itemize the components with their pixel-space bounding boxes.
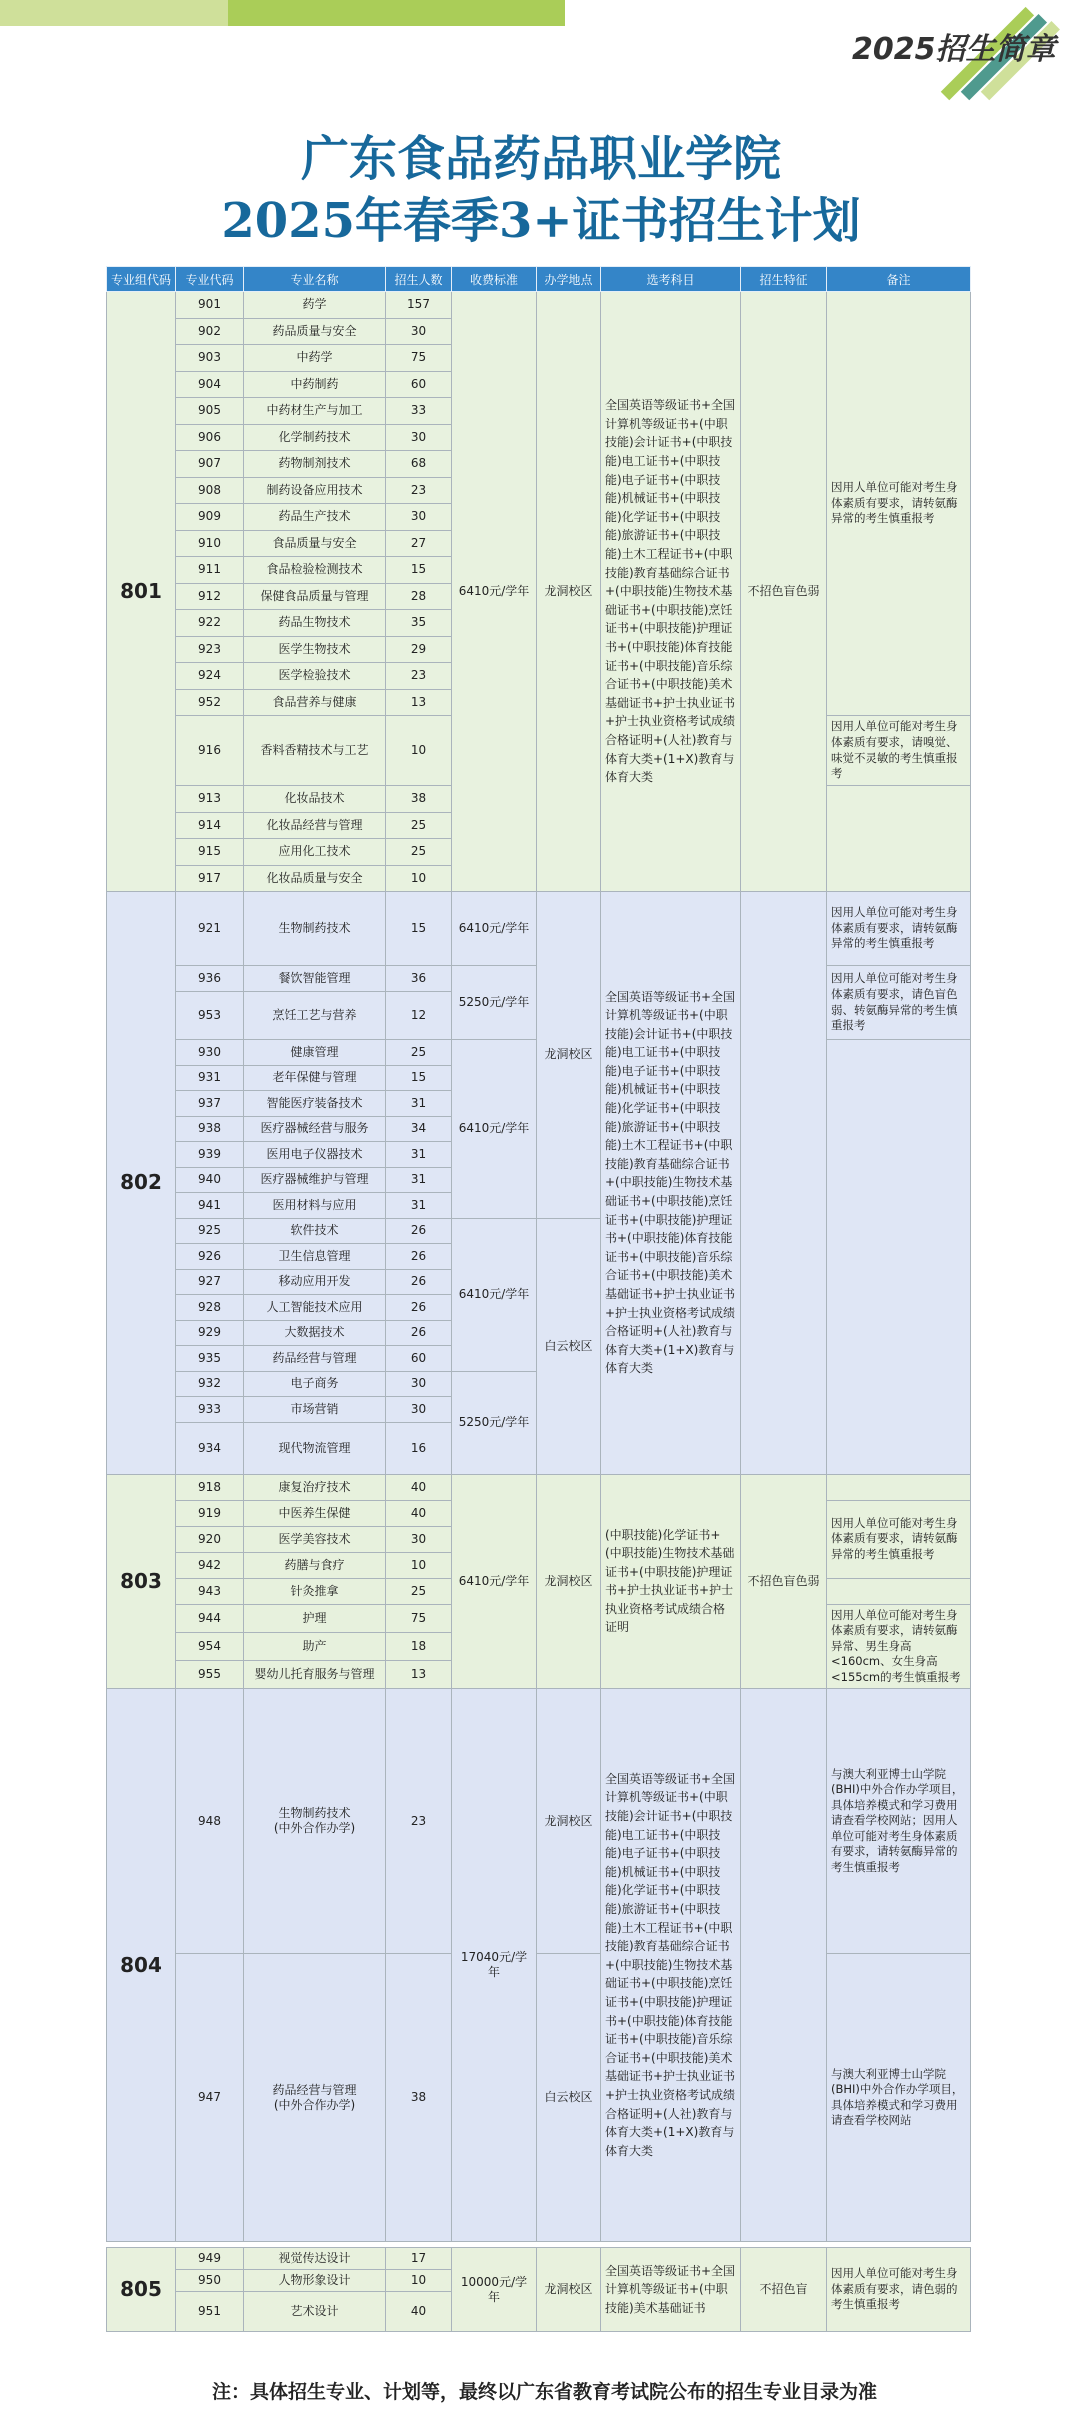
enroll-count: 30 xyxy=(386,424,452,451)
enroll-count: 12 xyxy=(386,992,452,1040)
major-name: 生物制药技术 xyxy=(244,892,386,966)
major-code: 934 xyxy=(176,1422,244,1474)
major-code: 922 xyxy=(176,610,244,637)
major-name: 现代物流管理 xyxy=(244,1422,386,1474)
major-name: 卫生信息管理 xyxy=(244,1244,386,1270)
major-name-line: (中外合作办学) xyxy=(273,2097,356,2112)
group-code: 803 xyxy=(107,1474,176,1689)
col-header: 办学地点 xyxy=(537,267,601,292)
major-name: 中药制药 xyxy=(244,371,386,398)
major-code: 912 xyxy=(176,583,244,610)
table-row xyxy=(107,1474,971,1500)
group-code: 804 xyxy=(107,1689,176,2242)
major-name: 老年保健与管理 xyxy=(244,1065,386,1091)
table-row xyxy=(107,1689,971,1954)
major-code: 931 xyxy=(176,1065,244,1091)
major-name: 制药设备应用技术 xyxy=(244,477,386,504)
major-code: 935 xyxy=(176,1346,244,1372)
major-name: 药品生物技术 xyxy=(244,610,386,637)
enroll-count: 27 xyxy=(386,530,452,557)
major-code: 954 xyxy=(176,1632,244,1660)
exam-subjects: 全国英语等级证书+全国计算机等级证书+(中职技能)会计证书+(中职技能)电工证书+(中职技能)电子证书+(中职技能)机械证书+(中职技能)化学证书+(中职技能)旅游证书+(中职技能)土木工程证书+(中职技能)教育基础综合证书+(中职技能)生物技术基础证书+(中职技能)烹饪证书+(中职技能)护理证书+(中职技能)体育技能证书+(中职技能)音乐综合证书+(中职技能)美术基础证书+护士执业证书+护士执业资格考试成绩合格证明+(人社)教育与体育大类+(1+X)教育与体育大类 xyxy=(601,292,741,892)
major-name: 健康管理 xyxy=(244,1040,386,1066)
enroll-count: 34 xyxy=(386,1116,452,1142)
major-code: 928 xyxy=(176,1295,244,1321)
enroll-count: 23 xyxy=(386,663,452,690)
campus: 龙洞校区 xyxy=(537,1474,601,1689)
table-row xyxy=(107,292,971,319)
major-name: 护理 xyxy=(244,1604,386,1632)
major-name: 人工智能技术应用 xyxy=(244,1295,386,1321)
enroll-count: 29 xyxy=(386,636,452,663)
remark: 因用人单位可能对考生身体素质有要求，请色盲色弱、转氨酶异常的考生慎重报考 xyxy=(827,966,971,1040)
major-name: 香料香精技术与工艺 xyxy=(244,716,386,786)
major-code: 910 xyxy=(176,530,244,557)
major-name: 药膳与食疗 xyxy=(244,1552,386,1578)
major-name: 保健食品质量与管理 xyxy=(244,583,386,610)
enroll-count: 68 xyxy=(386,451,452,478)
major-name: 艺术设计 xyxy=(244,2292,386,2332)
major-name: 化妆品质量与安全 xyxy=(244,865,386,892)
enroll-count: 26 xyxy=(386,1269,452,1295)
enroll-count: 17 xyxy=(386,2248,452,2270)
fee: 10000元/学年 xyxy=(452,2248,537,2332)
enroll-count: 28 xyxy=(386,583,452,610)
enroll-count: 15 xyxy=(386,892,452,966)
enroll-feature-empty xyxy=(741,1689,827,2242)
major-name: 化妆品技术 xyxy=(244,786,386,813)
major-code: 941 xyxy=(176,1193,244,1219)
exam-subjects: 全国英语等级证书+全国计算机等级证书+(中职技能)会计证书+(中职技能)电工证书+(中职技能)电子证书+(中职技能)机械证书+(中职技能)化学证书+(中职技能)旅游证书+(中职技能)土木工程证书+(中职技能)教育基础综合证书+(中职技能)生物技术基础证书+(中职技能)烹饪证书+(中职技能)护理证书+(中职技能)体育技能证书+(中职技能)音乐综合证书+(中职技能)美术基础证书+护士执业证书+护士执业资格考试成绩合格证明+(人社)教育与体育大类+(1+X)教育与体育大类 xyxy=(601,1689,741,2242)
enroll-count: 26 xyxy=(386,1295,452,1321)
major-name: 中药学 xyxy=(244,345,386,372)
remark: 与澳大利亚博士山学院(BHI)中外合作办学项目，具体培养模式和学习费用请查看学校网站 xyxy=(827,1954,971,2242)
major-code: 904 xyxy=(176,371,244,398)
major-name: 医疗器械经营与服务 xyxy=(244,1116,386,1142)
major-name: 医学检验技术 xyxy=(244,663,386,690)
top-banner-dark xyxy=(228,0,565,26)
major-name: 药品质量与安全 xyxy=(244,318,386,345)
major-code: 933 xyxy=(176,1397,244,1423)
major-name: 市场营销 xyxy=(244,1397,386,1423)
major-code: 929 xyxy=(176,1320,244,1346)
remark-empty xyxy=(827,1040,971,1475)
major-code: 903 xyxy=(176,345,244,372)
campus: 白云校区 xyxy=(537,1954,601,2242)
major-name: 中药材生产与加工 xyxy=(244,398,386,425)
major-code: 943 xyxy=(176,1578,244,1604)
major-code: 938 xyxy=(176,1116,244,1142)
remark-empty xyxy=(827,1578,971,1604)
col-header: 招生特征 xyxy=(741,267,827,292)
table-row xyxy=(107,892,971,966)
major-code: 952 xyxy=(176,689,244,716)
enroll-count: 30 xyxy=(386,1526,452,1552)
exam-subjects: (中职技能)化学证书+(中职技能)生物技术基础证书+(中职技能)护理证书+护士执业证书+护士执业资格考试成绩合格证明 xyxy=(601,1474,741,1689)
major-code: 950 xyxy=(176,2270,244,2292)
major-name: 药品生产技术 xyxy=(244,504,386,531)
major-name: 餐饮智能管理 xyxy=(244,966,386,992)
major-name-line: 药品经营与管理 xyxy=(272,2082,357,2097)
enroll-count: 26 xyxy=(386,1320,452,1346)
major-code: 923 xyxy=(176,636,244,663)
major-name: 人物形象设计 xyxy=(244,2270,386,2292)
major-code: 919 xyxy=(176,1500,244,1526)
major-name: 助产 xyxy=(244,1632,386,1660)
major-name: 食品质量与安全 xyxy=(244,530,386,557)
major-code: 911 xyxy=(176,557,244,584)
major-code: 953 xyxy=(176,992,244,1040)
enroll-count: 75 xyxy=(386,1604,452,1632)
major-name: 医疗器械维护与管理 xyxy=(244,1167,386,1193)
enroll-feature: 不招色盲色弱 xyxy=(741,292,827,892)
table-header xyxy=(107,267,971,292)
major-name: 药品经营与管理 xyxy=(244,1346,386,1372)
major-name: 医学生物技术 xyxy=(244,636,386,663)
major-code: 913 xyxy=(176,786,244,813)
major-code: 927 xyxy=(176,1269,244,1295)
major-code: 949 xyxy=(176,2248,244,2270)
major-code: 939 xyxy=(176,1142,244,1168)
enroll-count: 10 xyxy=(386,716,452,786)
enroll-count: 18 xyxy=(386,1632,452,1660)
enroll-count: 31 xyxy=(386,1142,452,1168)
campus: 白云校区 xyxy=(537,1218,601,1474)
major-code: 930 xyxy=(176,1040,244,1066)
fee: 5250元/学年 xyxy=(452,966,537,1040)
fee: 6410元/学年 xyxy=(452,1040,537,1219)
major-code: 951 xyxy=(176,2292,244,2332)
major-name: 医学美容技术 xyxy=(244,1526,386,1552)
major-name: 应用化工技术 xyxy=(244,839,386,866)
enroll-count: 40 xyxy=(386,2292,452,2332)
remark: 因用人单位可能对考生身体素质有要求，请嗅觉、味觉不灵敏的考生慎重报考 xyxy=(827,716,971,786)
major-code: 906 xyxy=(176,424,244,451)
enroll-count: 40 xyxy=(386,1474,452,1500)
table-row xyxy=(107,1954,971,2242)
enroll-count: 33 xyxy=(386,398,452,425)
enroll-count: 31 xyxy=(386,1091,452,1117)
major-name: 康复治疗技术 xyxy=(244,1474,386,1500)
enroll-feature: 不招色盲色弱 xyxy=(741,1474,827,1689)
major-name: 软件技术 xyxy=(244,1218,386,1244)
enroll-count: 31 xyxy=(386,1193,452,1219)
campus: 龙洞校区 xyxy=(537,1689,601,1954)
enroll-count: 60 xyxy=(386,1346,452,1372)
enroll-count: 15 xyxy=(386,557,452,584)
major-code: 942 xyxy=(176,1552,244,1578)
major-code: 937 xyxy=(176,1091,244,1117)
major-name: 食品营养与健康 xyxy=(244,689,386,716)
enroll-count: 13 xyxy=(386,1660,452,1688)
major-code: 909 xyxy=(176,504,244,531)
enroll-count: 30 xyxy=(386,1371,452,1397)
table-row xyxy=(107,2248,971,2270)
remark: 因用人单位可能对考生身体素质有要求，请转氨酶异常的考生慎重报考 xyxy=(827,292,971,716)
remark: 因用人单位可能对考生身体素质有要求，请色弱的考生慎重报考 xyxy=(827,2248,971,2332)
enroll-count: 60 xyxy=(386,371,452,398)
major-code: 932 xyxy=(176,1371,244,1397)
major-name: 移动应用开发 xyxy=(244,1269,386,1295)
fee: 6410元/学年 xyxy=(452,1474,537,1689)
enroll-feature-empty xyxy=(741,892,827,1475)
enroll-feature: 不招色盲 xyxy=(741,2248,827,2332)
remark: 因用人单位可能对考生身体素质有要求，请转氨酶异常的考生慎重报考 xyxy=(827,892,971,966)
campus: 龙洞校区 xyxy=(537,292,601,892)
major-name: 智能医疗装备技术 xyxy=(244,1091,386,1117)
remark: 因用人单位可能对考生身体素质有要求，请转氨酶异常、男生身高<160cm、女生身高<155cm的考生慎重报考 xyxy=(827,1604,971,1689)
major-code: 924 xyxy=(176,663,244,690)
enroll-count: 25 xyxy=(386,1040,452,1066)
enroll-count: 25 xyxy=(386,812,452,839)
remark-empty xyxy=(827,1474,971,1500)
major-code: 915 xyxy=(176,839,244,866)
col-header: 备注 xyxy=(827,267,971,292)
fee: 6410元/学年 xyxy=(452,892,537,966)
major-name: 医用材料与应用 xyxy=(244,1193,386,1219)
enroll-count: 30 xyxy=(386,318,452,345)
enroll-count: 10 xyxy=(386,1552,452,1578)
major-name: 婴幼儿托育服务与管理 xyxy=(244,1660,386,1688)
enroll-count: 26 xyxy=(386,1218,452,1244)
major-code: 947 xyxy=(176,1954,244,2242)
group-code: 802 xyxy=(107,892,176,1475)
major-name: 视觉传达设计 xyxy=(244,2248,386,2270)
enroll-count: 36 xyxy=(386,966,452,992)
major-code: 901 xyxy=(176,292,244,319)
major-name xyxy=(244,1954,386,2242)
enroll-count: 31 xyxy=(386,1167,452,1193)
fee: 17040元/学年 xyxy=(452,1689,537,2242)
major-code: 920 xyxy=(176,1526,244,1552)
major-name: 药学 xyxy=(244,292,386,319)
page-title: 广东食品药品职业学院 xyxy=(300,131,781,187)
major-code: 948 xyxy=(176,1689,244,1954)
enroll-count: 23 xyxy=(386,477,452,504)
major-name: 烹饪工艺与营养 xyxy=(244,992,386,1040)
major-code: 917 xyxy=(176,865,244,892)
campus: 龙洞校区 xyxy=(537,892,601,1219)
enroll-count: 30 xyxy=(386,1397,452,1423)
major-name: 化学制药技术 xyxy=(244,424,386,451)
major-code: 921 xyxy=(176,892,244,966)
enroll-count: 30 xyxy=(386,504,452,531)
group-code: 805 xyxy=(107,2248,176,2332)
major-code: 902 xyxy=(176,318,244,345)
campus: 龙洞校区 xyxy=(537,2248,601,2332)
col-header: 招生人数 xyxy=(386,267,452,292)
brand-tag: 2025招生简章 xyxy=(852,32,1056,67)
enroll-count: 16 xyxy=(386,1422,452,1474)
enroll-count: 23 xyxy=(386,1689,452,1954)
fee: 6410元/学年 xyxy=(452,292,537,892)
enroll-count: 75 xyxy=(386,345,452,372)
remark-empty xyxy=(827,786,971,892)
major-name: 医用电子仪器技术 xyxy=(244,1142,386,1168)
fee: 6410元/学年 xyxy=(452,1218,537,1371)
enrollment-table xyxy=(106,266,971,2332)
exam-subjects: 全国英语等级证书+全国计算机等级证书+(中职技能)美术基础证书 xyxy=(601,2248,741,2332)
major-code: 914 xyxy=(176,812,244,839)
enroll-count: 38 xyxy=(386,1954,452,2242)
major-code: 926 xyxy=(176,1244,244,1270)
major-code: 905 xyxy=(176,398,244,425)
fee: 5250元/学年 xyxy=(452,1371,537,1474)
major-code: 918 xyxy=(176,1474,244,1500)
col-header: 专业名称 xyxy=(244,267,386,292)
footnote: 注：具体招生专业、计划等，最终以广东省教育考试院公布的招生专业目录为准 xyxy=(212,2381,878,2403)
page-subtitle: 2025年春季3+证书招生计划 xyxy=(221,193,861,249)
enroll-count: 10 xyxy=(386,865,452,892)
col-header: 选考科目 xyxy=(601,267,741,292)
col-header: 专业组代码 xyxy=(107,267,176,292)
major-name: 中医养生保健 xyxy=(244,1500,386,1526)
enroll-count: 13 xyxy=(386,689,452,716)
major-code: 908 xyxy=(176,477,244,504)
major-code: 916 xyxy=(176,716,244,786)
enroll-count: 25 xyxy=(386,1578,452,1604)
major-code: 936 xyxy=(176,966,244,992)
major-code: 944 xyxy=(176,1604,244,1632)
enroll-count: 26 xyxy=(386,1244,452,1270)
enroll-count: 35 xyxy=(386,610,452,637)
major-code: 907 xyxy=(176,451,244,478)
major-code: 940 xyxy=(176,1167,244,1193)
enroll-count: 38 xyxy=(386,786,452,813)
major-name: 化妆品经营与管理 xyxy=(244,812,386,839)
enroll-count: 40 xyxy=(386,1500,452,1526)
enroll-count: 15 xyxy=(386,1065,452,1091)
major-name: 大数据技术 xyxy=(244,1320,386,1346)
major-code: 925 xyxy=(176,1218,244,1244)
exam-subjects: 全国英语等级证书+全国计算机等级证书+(中职技能)会计证书+(中职技能)电工证书+(中职技能)电子证书+(中职技能)机械证书+(中职技能)化学证书+(中职技能)旅游证书+(中职技能)土木工程证书+(中职技能)教育基础综合证书+(中职技能)生物技术基础证书+(中职技能)烹饪证书+(中职技能)护理证书+(中职技能)体育技能证书+(中职技能)音乐综合证书+(中职技能)美术基础证书+护士执业证书+护士执业资格考试成绩合格证明+(人社)教育与体育大类+(1+X)教育与体育大类 xyxy=(601,892,741,1475)
major-name-line: 生物制药技术 xyxy=(278,1806,351,1821)
major-name xyxy=(244,1689,386,1954)
group-code: 801 xyxy=(107,292,176,892)
enroll-count: 157 xyxy=(386,292,452,319)
major-name: 药物制剂技术 xyxy=(244,451,386,478)
col-header: 专业代码 xyxy=(176,267,244,292)
col-header: 收费标准 xyxy=(452,267,537,292)
remark: 因用人单位可能对考生身体素质有要求，请转氨酶异常的考生慎重报考 xyxy=(827,1500,971,1578)
enroll-count: 10 xyxy=(386,2270,452,2292)
major-name: 电子商务 xyxy=(244,1371,386,1397)
major-code: 955 xyxy=(176,1660,244,1688)
remark: 与澳大利亚博士山学院(BHI)中外合作办学项目，具体培养模式和学习费用请查看学校网站；因用人单位可能对考生身体素质有要求，请转氨酶异常的考生慎重报考 xyxy=(827,1689,971,1954)
major-name: 食品检验检测技术 xyxy=(244,557,386,584)
major-name: 针灸推拿 xyxy=(244,1578,386,1604)
enroll-count: 25 xyxy=(386,839,452,866)
major-name-line: (中外合作办学) xyxy=(273,1821,356,1836)
